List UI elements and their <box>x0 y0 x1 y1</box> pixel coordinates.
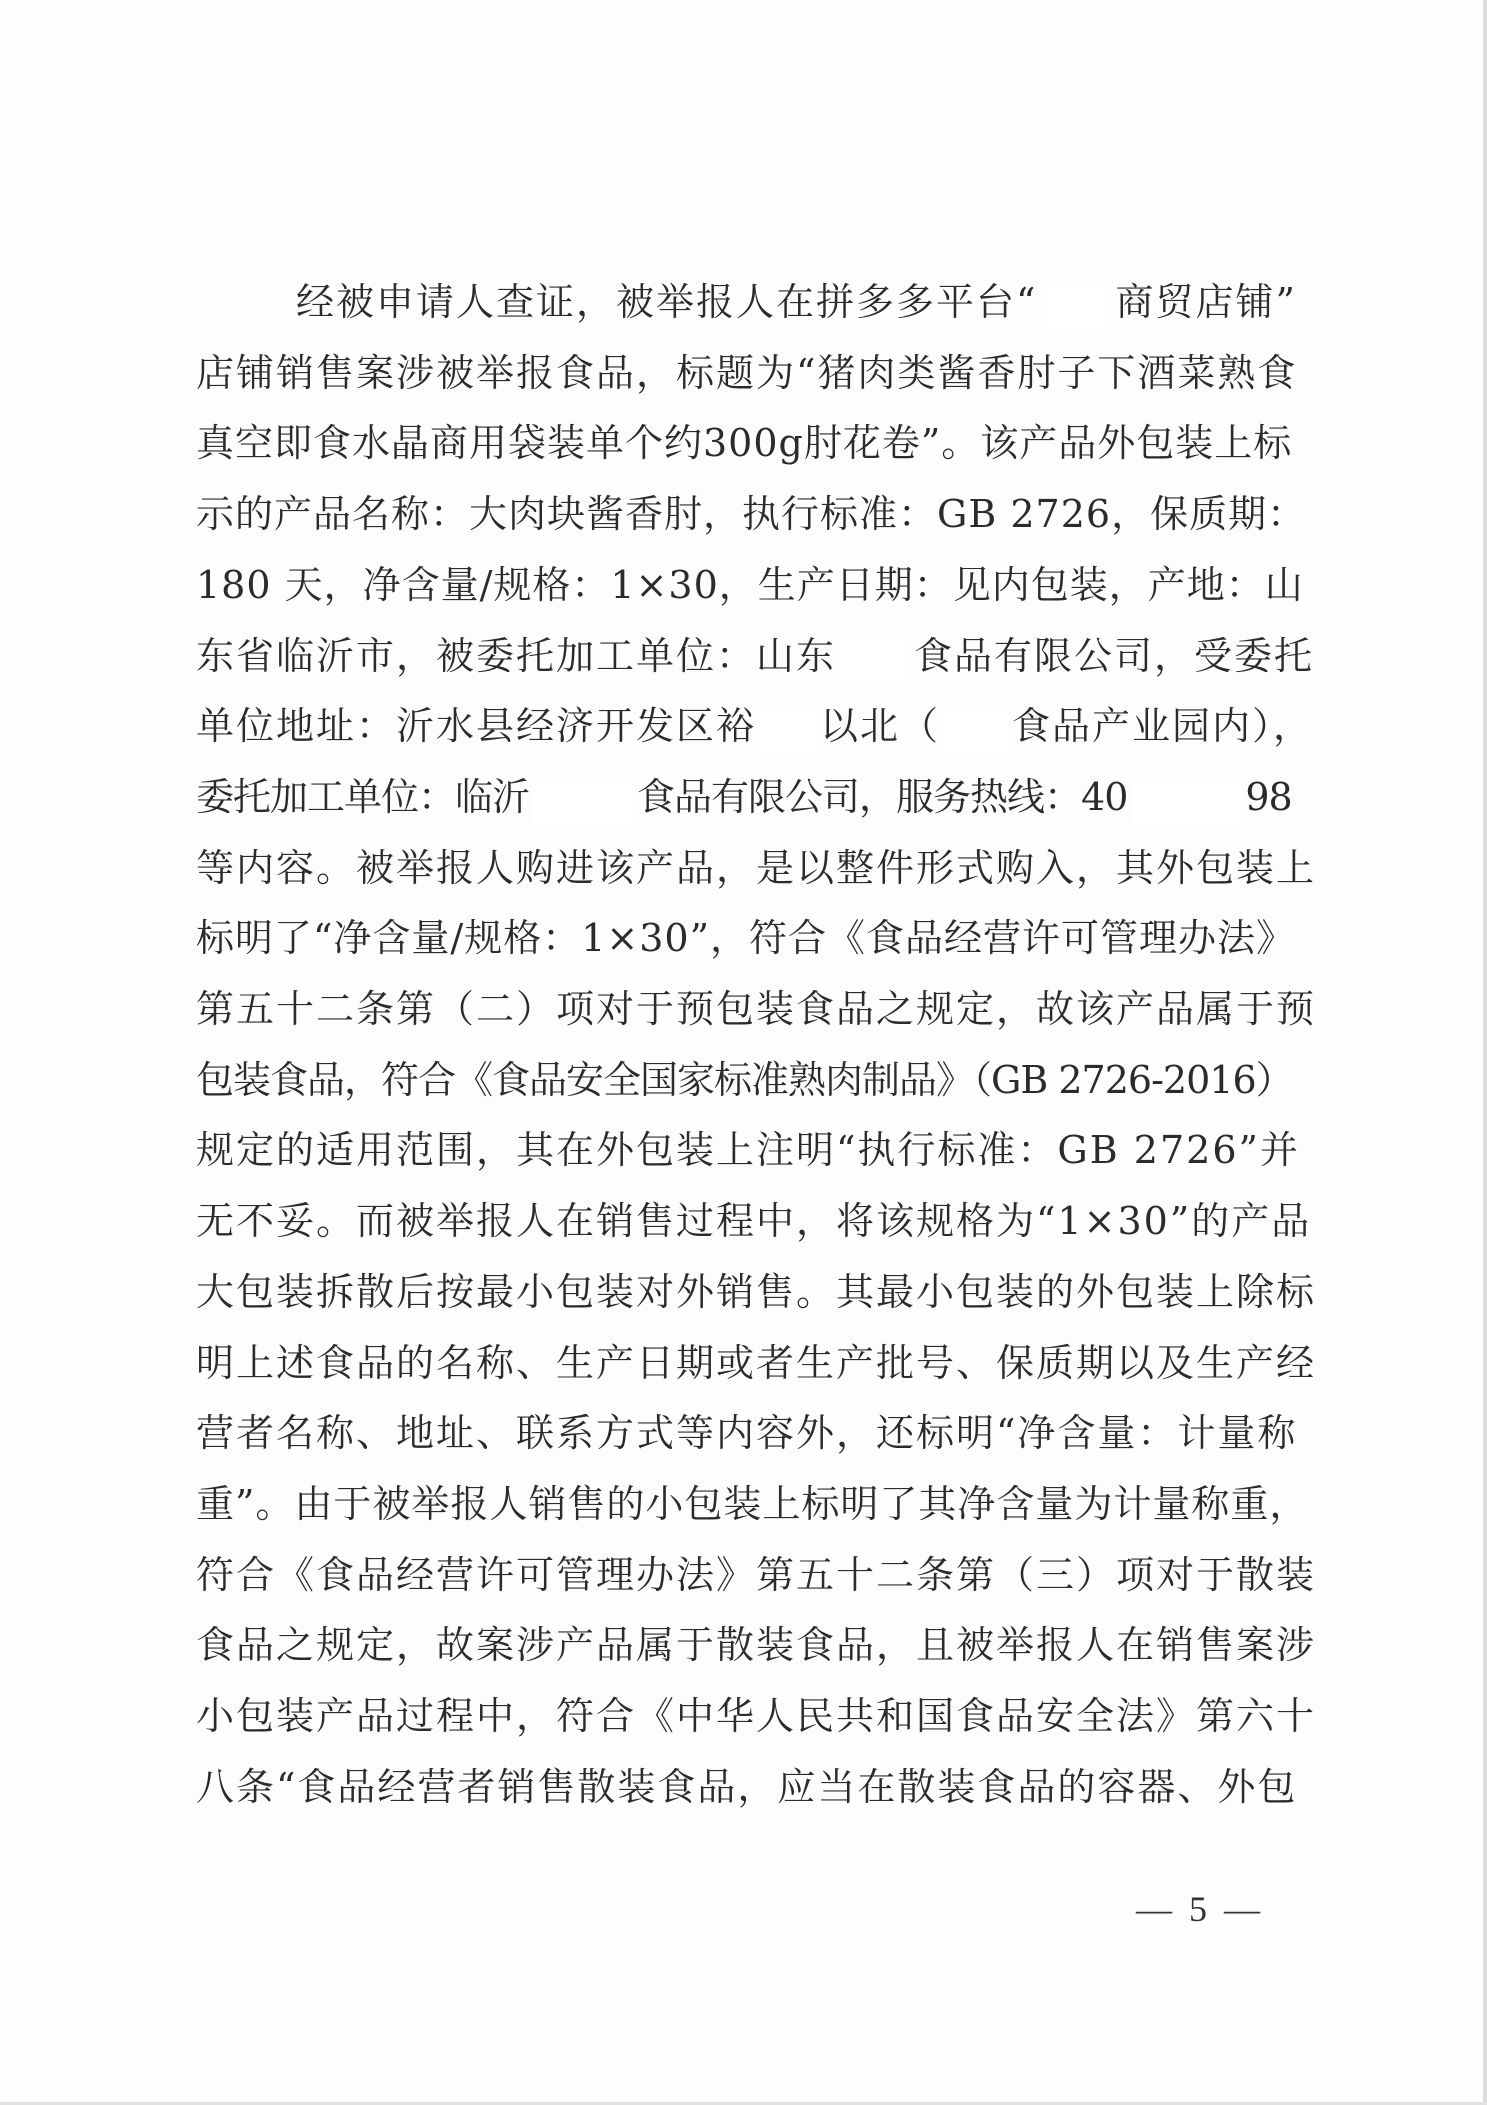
text-segment: 委托加工单位：临沂 <box>196 775 530 819</box>
text-segment: 无不妥。而被举报人在销售过程中，将该规格为“1×30”的产品 <box>196 1199 1312 1243</box>
text-line <box>196 838 1316 898</box>
text-line <box>196 1615 1316 1675</box>
text-line <box>196 1262 1316 1322</box>
text-line <box>196 1050 1316 1110</box>
text-segment: 第五十二条第（二）项对于预包装食品之规定，故该产品属于预 <box>196 987 1317 1031</box>
text-segment: 小包装产品过程中，符合《中华人民共和国食品安全法》第六十 <box>196 1694 1317 1738</box>
text-line <box>196 1120 1316 1180</box>
text-line <box>196 555 1316 615</box>
text-line <box>196 484 1316 544</box>
text-segment: 包装食品，符合《食品安全国家标准熟肉制品》（GB 2726-2016） <box>196 1058 1293 1102</box>
text-segment: 明上述食品的名称、生产日期或者生产批号、保质期以及生产经 <box>196 1341 1317 1385</box>
text-segment: 单位地址：沂水县经济开发区裕 <box>196 704 757 748</box>
text-line <box>196 1403 1316 1463</box>
text-segment: 食品产业园内）， <box>1012 704 1314 748</box>
text-segment: 180 天，净含量/规格：1×30，生产日期：见内包装，产地：山 <box>196 563 1304 607</box>
text-line <box>196 1757 1316 1817</box>
text-segment: 规定的适用范围，其在外包装上注明“执行标准：GB 2726”并 <box>196 1128 1300 1172</box>
text-segment: 食品有限公司，服务热线：40 <box>637 775 1128 819</box>
text-segment: 食品之规定，故案涉产品属于散装食品，且被举报人在销售案涉 <box>196 1623 1317 1667</box>
text-segment: 商贸店铺” <box>1115 280 1297 324</box>
text-line <box>196 1474 1316 1534</box>
text-line <box>196 1191 1316 1251</box>
text-segment: 营者名称、地址、联系方式等内容外，还标明“净含量：计量称 <box>196 1411 1298 1455</box>
text-segment: 食品有限公司，受委托 <box>914 634 1315 678</box>
text-segment: 经被申请人查证，被举报人在拼多多平台“ <box>296 280 1038 324</box>
text-line <box>196 1686 1316 1746</box>
text-line <box>196 767 1316 827</box>
text-line <box>196 413 1316 473</box>
text-line <box>296 272 1316 332</box>
text-segment: 重”。由于被举报人销售的小包装上标明了其净含量为计量称重， <box>196 1482 1309 1526</box>
text-segment: 店铺销售案涉被举报食品，标题为“猪肉类酱香肘子下酒菜熟食 <box>196 351 1298 395</box>
text-segment: 符合《食品经营许可管理办法》第五十二条第（三）项对于散装 <box>196 1553 1317 1597</box>
text-segment: 98 <box>1245 775 1292 819</box>
redaction-box <box>840 636 910 684</box>
redaction-box <box>1041 282 1111 330</box>
redaction-box <box>944 706 1008 754</box>
text-segment: 真空即食水晶商用袋装单个约300g肘花卷”。该产品外包装上标 <box>196 421 1293 465</box>
redaction-box <box>533 777 633 825</box>
text-segment: 大包装拆散后按最小包装对外销售。其最小包装的外包装上除标 <box>196 1270 1317 1314</box>
redaction-box <box>760 706 816 754</box>
text-line <box>196 343 1316 403</box>
text-line <box>196 696 1316 756</box>
text-segment: 标明了“净含量/规格：1×30”，符合《食品经营许可管理办法》 <box>196 916 1296 960</box>
text-line <box>196 979 1316 1039</box>
text-segment: 以北（ <box>820 704 941 748</box>
text-segment: 东省临沂市，被委托加工单位：山东 <box>196 634 837 678</box>
text-line <box>196 626 1316 686</box>
redaction-box <box>1131 777 1241 825</box>
page-number: — 5 — <box>1136 1889 1264 1929</box>
text-segment: 等内容。被举报人购进该产品，是以整件形式购入，其外包装上 <box>196 846 1317 890</box>
text-line <box>196 1545 1316 1605</box>
text-line <box>196 1333 1316 1393</box>
text-segment: 八条“食品经营者销售散装食品，应当在散装食品的容器、外包 <box>196 1765 1298 1809</box>
scan-edge <box>1483 0 1487 2105</box>
text-segment: 示的产品名称：大肉块酱香肘，执行标准：GB 2726，保质期： <box>196 492 1307 536</box>
text-line <box>196 908 1316 968</box>
